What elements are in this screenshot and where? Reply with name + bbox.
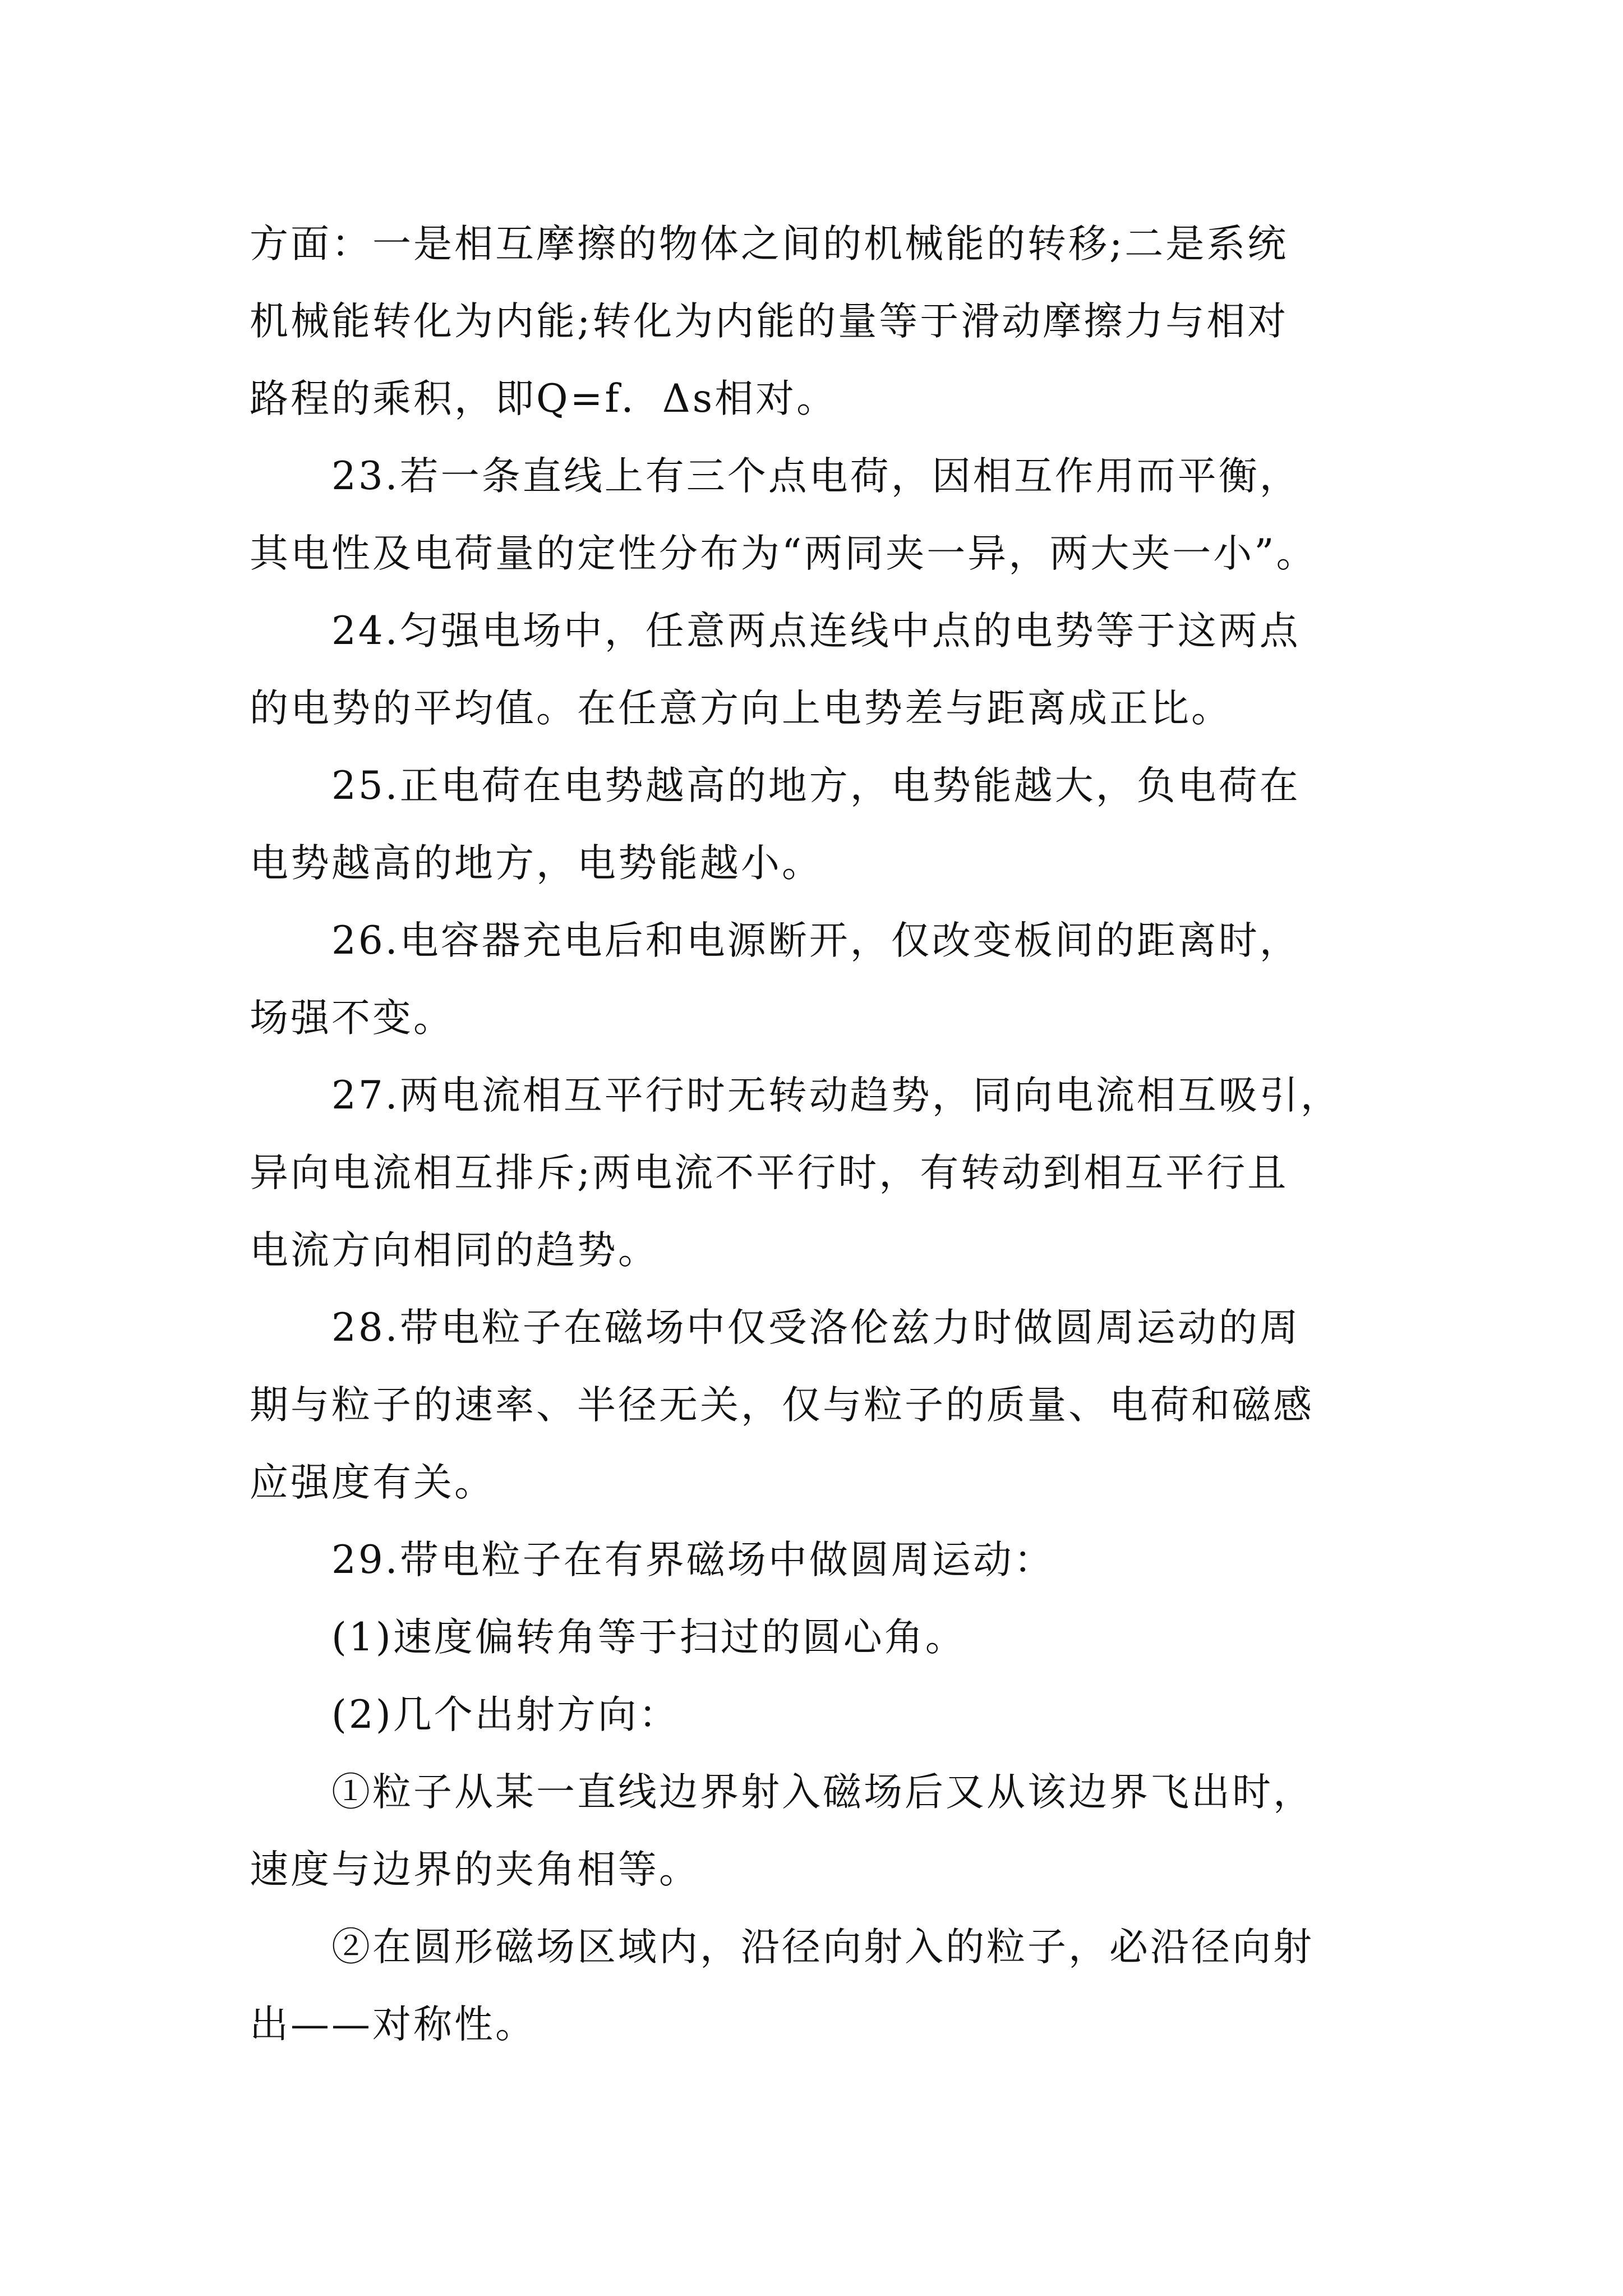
item-29-line: 29.带电粒子在有界磁场中做圆周运动： [331, 1538, 1055, 1582]
text-line: 场强不变。 [250, 996, 454, 1041]
text-line: 异向电流相互排斥;两电流不平行时，有转动到相互平行且 [250, 1151, 1289, 1195]
text-line: 方面：一是相互摩擦的物体之间的机械能的转移;二是系统 [250, 222, 1289, 266]
text-line: 机械能转化为内能;转化为内能的量等于滑动摩擦力与相对 [250, 299, 1289, 344]
text-line: 电流方向相同的趋势。 [250, 1228, 659, 1273]
subitem-2-line: (2)几个出射方向： [331, 1692, 680, 1737]
text-line: 应强度有关。 [250, 1460, 495, 1505]
item-27-line: 27.两电流相互平行时无转动趋势，同向电流相互吸引， [331, 1073, 1341, 1118]
circled-item-1-line: ①粒子从某一直线边界射入磁场后又从该边界飞出时， [331, 1770, 1314, 1815]
item-26-line: 26.电容器充电后和电源断开，仅改变板间的距离时， [331, 918, 1301, 963]
text-line: 的电势的平均值。在任意方向上电势差与距离成正比。 [250, 686, 1232, 731]
circled-item-2-line: ②在圆形磁场区域内，沿径向射入的粒子，必沿径向射 [331, 1925, 1314, 1970]
item-24-line: 24.匀强电场中，任意两点连线中点的电势等于这两点 [331, 609, 1301, 654]
subitem-1-line: (1)速度偏转角等于扫过的圆心角。 [331, 1615, 966, 1660]
document-body [250, 205, 1394, 2063]
text-line: 路程的乘积，即Q=f．Δs相对。 [250, 376, 838, 421]
item-23-line: 23.若一条直线上有三个点电荷，因相互作用而平衡， [331, 454, 1301, 499]
text-line: 期与粒子的速率、半径无关，仅与粒子的质量、电荷和磁感 [250, 1383, 1314, 1428]
text-line: 电势越高的地方，电势能越小。 [250, 841, 823, 886]
text-line: 出——对称性。 [250, 2002, 536, 2047]
text-line: 其电性及电荷量的定性分布为“两同夹一异，两大夹一小”。 [250, 531, 1317, 576]
item-25-line: 25.正电荷在电势越高的地方，电势能越大，负电荷在 [331, 763, 1301, 808]
text-line: 速度与边界的夹角相等。 [250, 1847, 700, 1892]
item-28-line: 28.带电粒子在磁场中仅受洛伦兹力时做圆周运动的周 [331, 1305, 1301, 1350]
